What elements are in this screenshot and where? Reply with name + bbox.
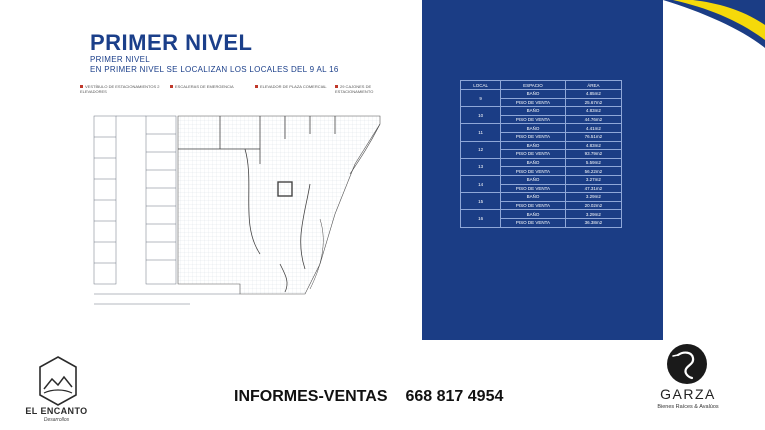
local-number: 11 [461,124,501,141]
contact-line [234,388,503,406]
local-number: 14 [461,175,501,192]
area-value: 76.51m2 [565,132,621,141]
space-label: BAÑO [501,124,565,133]
phone-number: 668 817 4954 [405,388,504,405]
column-header-espacio: ESPACIO [501,81,565,90]
space-label: PISO DE VENTA [501,150,565,159]
space-label: PISO DE VENTA [501,115,565,124]
area-value: 4.85m2 [565,90,621,99]
column-header-local: LOCAL [461,81,501,90]
space-label: BAÑO [501,158,565,167]
table-header-row [461,81,622,90]
brand-right-name: GARZA [660,386,716,402]
space-label: BAÑO [501,210,565,219]
local-number: 12 [461,141,501,158]
brand-left-name: EL ENCANTO [25,406,88,416]
area-value: 3.29m2 [565,193,621,202]
legend-item-vestibulo [80,84,165,94]
table-row [461,124,622,133]
area-value: 4.83m2 [565,141,621,150]
svg-text:·: · [198,132,199,135]
local-number: 9 [461,90,501,107]
local-number: 10 [461,107,501,124]
contact-label: INFORMES-VENTAS [234,388,388,405]
local-number: 16 [461,210,501,227]
area-value: 5.59m2 [565,158,621,167]
floor-plan [80,104,410,316]
area-table [460,80,622,228]
legend-item-elevador [255,84,330,89]
area-value: 4.41m2 [565,124,621,133]
area-value: 93.79m2 [565,150,621,159]
space-label: BAÑO [501,107,565,116]
garza-heron-logo-icon [666,343,708,385]
space-label: BAÑO [501,193,565,202]
space-label: BAÑO [501,175,565,184]
table-row [461,210,622,219]
area-value: 47.31m2 [565,184,621,193]
legend-marker-icon [170,85,173,88]
area-value: 4.83m2 [565,107,621,116]
legend-marker-icon [335,85,338,88]
space-label: PISO DE VENTA [501,167,565,176]
legend-marker-icon [80,85,83,88]
space-label: BAÑO [501,141,565,150]
space-label: PISO DE VENTA [501,184,565,193]
legend-label: ESCALERAS DE EMERGENCIA [175,84,234,89]
subtitle-level: PRIMER NIVEL [90,55,151,64]
area-value: 3.27m2 [565,175,621,184]
area-value: 44.76m2 [565,115,621,124]
area-value: 36.38m2 [565,218,621,227]
space-label: BAÑO [501,90,565,99]
column-header-area: ÁREA [565,81,621,90]
decorative-swoosh [663,0,765,70]
area-value: 56.22m2 [565,167,621,176]
area-value: 3.29m2 [565,210,621,219]
space-label: PISO DE VENTA [501,98,565,107]
legend-label: VESTÍBULO DE ESTACIONAMIENTOS 2 ELEVADORES [80,84,160,94]
plan-legend [80,84,410,104]
page-title: PRIMER NIVEL [90,30,253,55]
local-number: 15 [461,193,501,210]
space-label: PISO DE VENTA [501,218,565,227]
subtitle-description: EN PRIMER NIVEL SE LOCALIZAN LOS LOCALES DEL 9 AL 16 [90,65,339,74]
table-row [461,175,622,184]
legend-label: ELEVADOR DE PLAZA COMERCIAL [260,84,327,89]
table-row [461,107,622,116]
legend-label: 29 CAJONES DE ESTACIONAMIENTO [335,84,374,94]
table-row [461,90,622,99]
table-row [461,193,622,202]
legend-marker-icon [255,85,258,88]
brand-left-tagline: Desarrollos [43,417,70,423]
table-row [461,158,622,167]
local-number: 13 [461,158,501,175]
legend-item-cajones [335,84,410,94]
space-label: PISO DE VENTA [501,201,565,210]
area-value: 25.67m2 [565,98,621,107]
area-value: 20.02m2 [565,201,621,210]
legend-item-escaleras [170,84,250,89]
table-row [461,141,622,150]
svg-text:·: · [238,132,239,135]
brand-right-tagline: Bienes Raíces & Avalúos [657,404,719,410]
space-label: PISO DE VENTA [501,132,565,141]
